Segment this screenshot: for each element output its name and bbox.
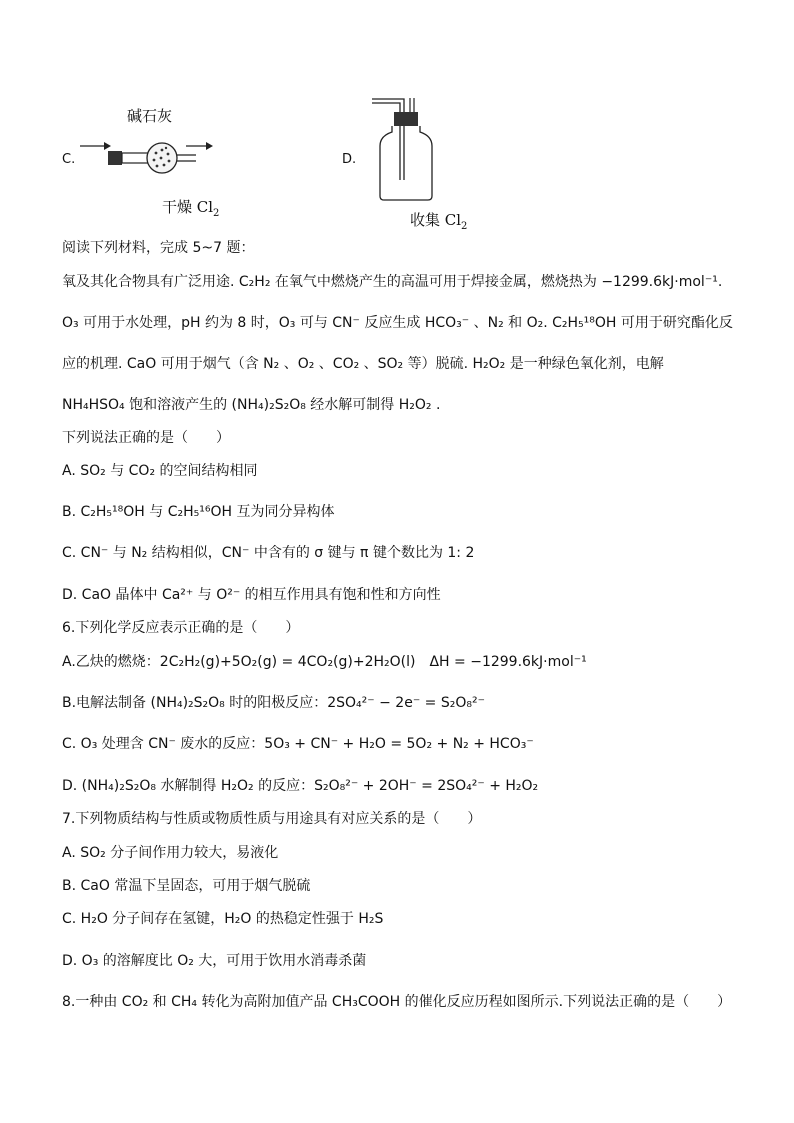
q6-stem: 6.下列化学反应表示正确的是（ ）	[62, 620, 300, 636]
option-d-tag: D.	[342, 152, 357, 167]
q5-stem: 下列说法正确的是（ ）	[62, 430, 230, 446]
q6-option-a: A.乙炔的燃烧：2C₂H₂(g)+5O₂(g) = 4CO₂(g)+2H₂O(l) ΔH = −1299.6kJ·mol⁻¹	[62, 654, 587, 670]
q5-option-c: C. CN⁻ 与 N₂ 结构相似，CN⁻ 中含有的 σ 键与 π 键个数比为 1: 2	[62, 545, 475, 561]
passage-line-2: O₃ 可用于水处理，pH 约为 8 时，O₃ 可与 CN⁻ 反应生成 HCO₃⁻ 、N₂ 和 O₂. C₂H₅¹⁸OH 可用于研究酯化反	[62, 315, 733, 331]
q6-option-b: B.电解法制备 (NH₄)₂S₂O₈ 时的阳极反应：2SO₄²⁻ − 2e⁻ = S₂O₈²⁻	[62, 695, 485, 711]
collect-cl2-caption: 收集 $Cl_2$	[410, 211, 468, 232]
dry-cl2-caption: 干燥 $Cl_2$	[162, 198, 220, 219]
gas-collecting-bottle-diagram	[368, 92, 438, 204]
drying-tube-diagram	[78, 132, 218, 182]
q7-option-d: D. O₃ 的溶解度比 O₂ 大，可用于饮用水消毒杀菌	[62, 953, 367, 969]
passage-line-3: 应的机理. CaO 可用于烟气（含 N₂ 、O₂ 、CO₂ 、SO₂ 等）脱硫. H₂O₂ 是一种绿色氧化剂，电解	[62, 356, 664, 372]
q6-option-d: D. (NH₄)₂S₂O₈ 水解制得 H₂O₂ 的反应：S₂O₈²⁻ + 2OH⁻ = 2SO₄²⁻ + H₂O₂	[62, 778, 539, 794]
soda-lime-label: 碱石灰	[127, 107, 173, 125]
option-c-tag: C.	[62, 152, 76, 167]
q8-stem: 8.一种由 CO₂ 和 CH₄ 转化为高附加值产品 CH₃COOH 的催化反应历程如图所示.下列说法正确的是（ ）	[62, 994, 732, 1010]
q5-option-d: D. CaO 晶体中 Ca²⁺ 与 O²⁻ 的相互作用具有饱和性和方向性	[62, 587, 441, 603]
q5-option-a: A. SO₂ 与 CO₂ 的空间结构相同	[62, 463, 258, 479]
q7-stem: 7.下列物质结构与性质或物质性质与用途具有对应关系的是（ ）	[62, 811, 482, 827]
q7-option-a: A. SO₂ 分子间作用力较大，易液化	[62, 845, 279, 861]
q6-option-c: C. O₃ 处理含 CN⁻ 废水的反应：5O₃ + CN⁻ + H₂O = 5O₂ + N₂ + HCO₃⁻	[62, 736, 534, 752]
passage-line-4: NH₄HSO₄ 饱和溶液产生的 (NH₄)₂S₂O₈ 经水解可制得 H₂O₂ .	[62, 397, 441, 413]
passage-line-1: 氧及其化合物具有广泛用途. C₂H₂ 在氧气中燃烧产生的高温可用于焊接金属，燃烧热为 −1299.6kJ·mol⁻¹.	[62, 274, 723, 290]
q7-option-b: B. CaO 常温下呈固态，可用于烟气脱硫	[62, 878, 311, 894]
passage-intro: 阅读下列材料，完成 5~7 题：	[62, 240, 255, 256]
q5-option-b: B. C₂H₅¹⁸OH 与 C₂H₅¹⁶OH 互为同分异构体	[62, 504, 335, 520]
q7-option-c: C. H₂O 分子间存在氢键，H₂O 的热稳定性强于 H₂S	[62, 911, 384, 927]
